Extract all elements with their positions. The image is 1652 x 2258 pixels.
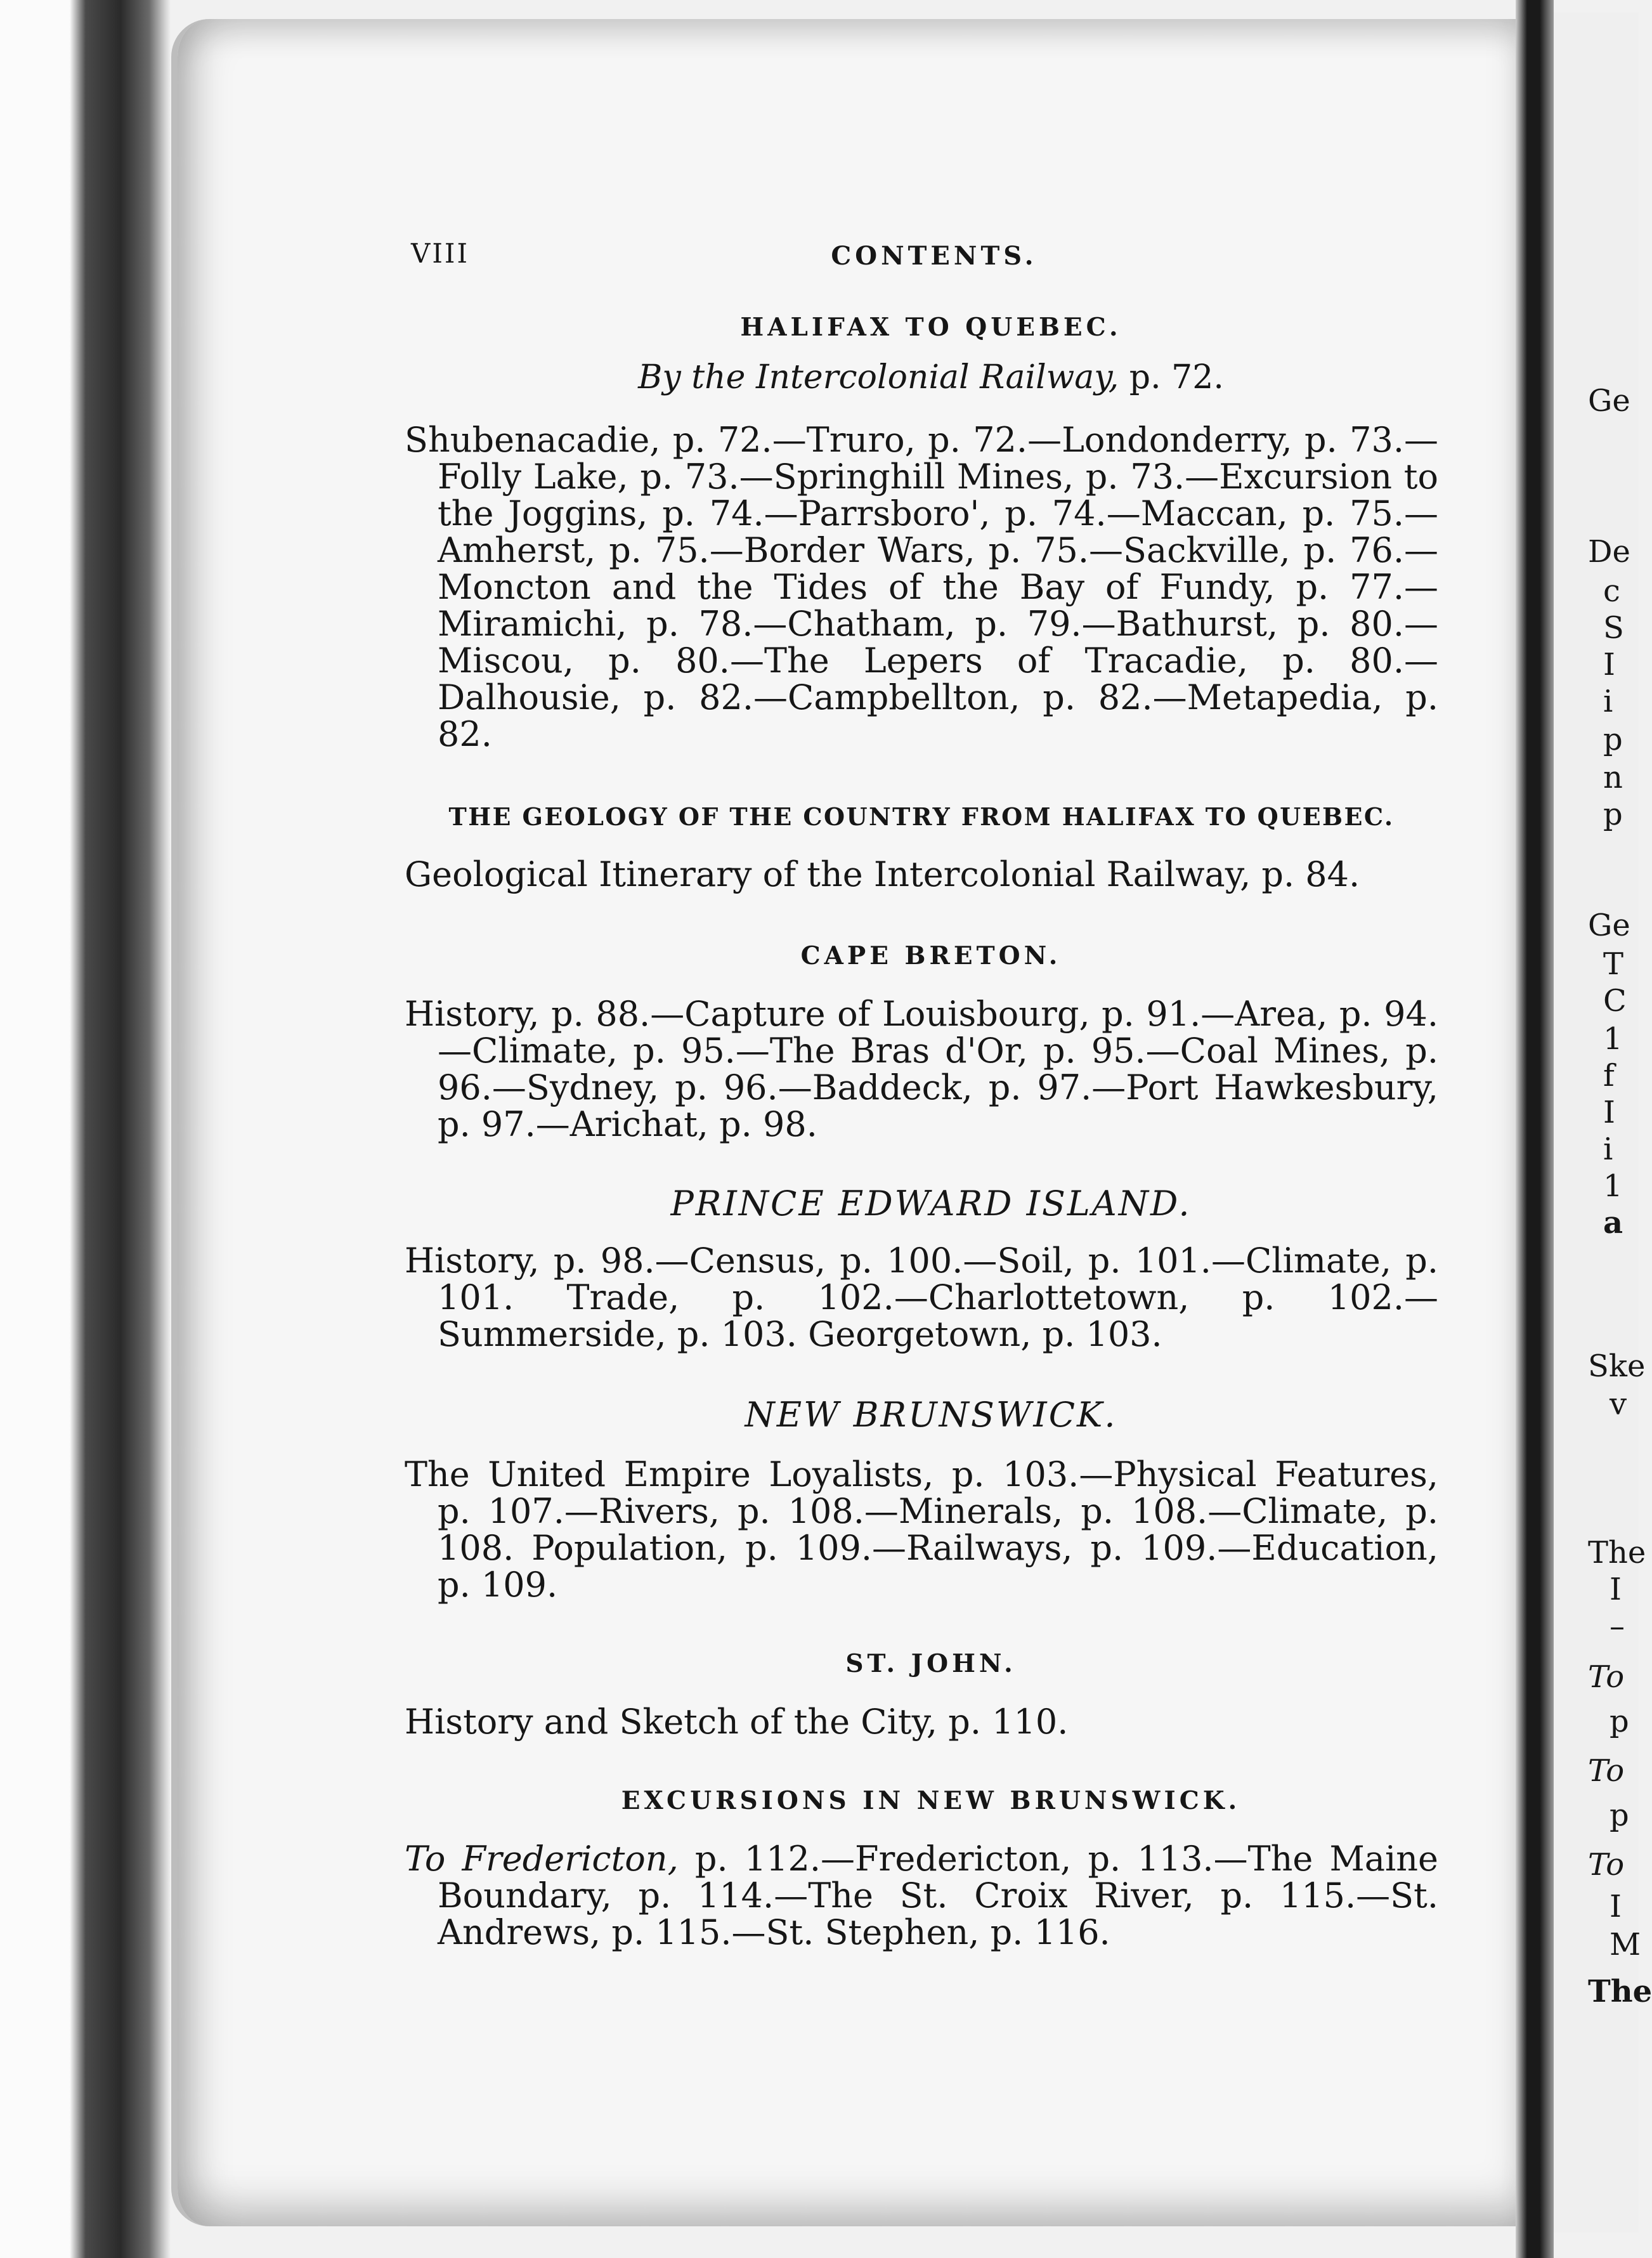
facing-fragment: M bbox=[1610, 1927, 1641, 1962]
facing-fragment: p bbox=[1610, 1798, 1629, 1833]
section-cape-breton bbox=[405, 941, 1438, 1143]
facing-fragment: T bbox=[1603, 946, 1624, 982]
section-title: NEW BRUNSWICK. bbox=[745, 1395, 1117, 1435]
facing-fragment: – bbox=[1610, 1609, 1625, 1644]
section-entry: The United Empire Loyalists, p. 103.—Physical Features, p. 107.—Rivers, p. 108.—Minerals, p. 108.—Climate, p. 108. Population, p. 109.—Railways, p. 109.—Education, p. 109. bbox=[405, 1454, 1438, 1605]
facing-fragment: The bbox=[1588, 1535, 1646, 1570]
facing-fragment: To bbox=[1588, 1847, 1625, 1883]
running-head bbox=[405, 238, 1438, 276]
section-prince-edward-island bbox=[405, 1184, 1438, 1353]
facing-page-edge bbox=[1554, 13, 1652, 2233]
facing-fragment: f bbox=[1603, 1058, 1615, 1093]
section-title: PRINCE EDWARD ISLAND. bbox=[670, 1184, 1192, 1224]
section-title: EXCURSIONS IN NEW BRUNSWICK. bbox=[621, 1786, 1241, 1815]
facing-fragment: The bbox=[1588, 1974, 1652, 2009]
section-title: HALIFAX TO QUEBEC. bbox=[740, 313, 1122, 342]
facing-fragment: p bbox=[1603, 722, 1623, 757]
section-new-brunswick bbox=[405, 1395, 1438, 1603]
subtitle-italic: By the Intercolonial Railway, bbox=[638, 358, 1119, 396]
facing-fragment: To bbox=[1588, 1659, 1625, 1695]
page-number: VIII bbox=[411, 238, 470, 269]
facing-fragment: p bbox=[1603, 797, 1623, 832]
section-excursions-new-brunswick bbox=[405, 1786, 1438, 1951]
section-title: CAPE BRETON. bbox=[800, 941, 1062, 970]
facing-fragment: c bbox=[1603, 573, 1620, 609]
facing-fragment: 1 bbox=[1603, 1168, 1623, 1204]
section-st-john bbox=[405, 1649, 1438, 1740]
facing-fragment: To bbox=[1588, 1753, 1625, 1789]
subtitle-page: p. 72. bbox=[1119, 358, 1224, 396]
facing-fragment: n bbox=[1603, 760, 1623, 795]
entry-italic: To Fredericton, bbox=[405, 1839, 679, 1879]
facing-fragment: I bbox=[1610, 1572, 1622, 1607]
facing-fragment: v bbox=[1610, 1387, 1627, 1422]
section-title: THE GEOLOGY OF THE COUNTRY FROM HALIFAX TO QUEBEC. bbox=[448, 802, 1395, 831]
section-entry bbox=[405, 1841, 1438, 1951]
facing-fragment: a bbox=[1603, 1205, 1623, 1241]
facing-fragment: i bbox=[1603, 1132, 1613, 1167]
facing-fragment: p bbox=[1610, 1704, 1629, 1739]
section-entry: History and Sketch of the City, p. 110. bbox=[405, 1702, 1069, 1742]
section-entry: Geological Itinerary of the Intercolonial Railway, p. 84. bbox=[405, 854, 1360, 894]
facing-fragment: 1 bbox=[1603, 1021, 1623, 1057]
facing-fragment: Ge bbox=[1588, 383, 1630, 419]
entry-text: p. 112.—Fredericton, p. 113.—The Maine Boundary, p. 114.—The St. Croix River, p. 115.—St. Andrews, p. 115.—St. Stephen, p. 116. bbox=[438, 1839, 1438, 1952]
section-entry: History, p. 88.—Capture of Louisbourg, p. 91.—Area, p. 94.—Climate, p. 95.—The Bras d'Or, p. 95.—Coal Mines, p. 96.—Sydney, p. 96.—Baddeck, p. 97.—Port Hawkesbury, p. 97.—Arichat, p. 98. bbox=[405, 994, 1438, 1144]
facing-fragment: S bbox=[1603, 610, 1624, 646]
facing-fragment: I bbox=[1603, 1095, 1615, 1130]
facing-fragment: De bbox=[1588, 534, 1630, 570]
section-halifax-to-quebec bbox=[405, 313, 1438, 753]
section-subtitle bbox=[405, 358, 1438, 396]
section-geology bbox=[405, 802, 1438, 893]
facing-fragment: Ske bbox=[1588, 1348, 1646, 1384]
facing-fragment: I bbox=[1603, 647, 1615, 682]
section-entry: History, p. 98.—Census, p. 100.—Soil, p. 101.—Climate, p. 101. Trade, p. 102.—Charlottetown, p. 102.—Summerside, p. 103. Georgetown, p. 103. bbox=[405, 1241, 1438, 1354]
section-title: ST. JOHN. bbox=[845, 1649, 1017, 1678]
book-gutter bbox=[1516, 0, 1554, 2258]
contents-body bbox=[405, 313, 1438, 1951]
facing-fragment: I bbox=[1610, 1889, 1622, 1924]
book-binding-edge bbox=[0, 0, 171, 2258]
facing-fragment: i bbox=[1603, 684, 1613, 719]
facing-fragment: C bbox=[1603, 983, 1627, 1019]
facing-fragment: Ge bbox=[1588, 908, 1630, 943]
running-title: CONTENTS. bbox=[831, 241, 1037, 271]
section-entry: Shubenacadie, p. 72.—Truro, p. 72.—Londonderry, p. 73.—Folly Lake, p. 73.—Springhill Mines, p. 73.—Excursion to the Joggins, p. 74.—Parrsboro', p. 74.—Maccan, p. 75.—Amherst, p. 75.—Border Wars, p. 75.—Sackville, p. 76.—Moncton and the Tides of the Bay of Fundy, p. 77.—Miramichi, p. 78.—Chatham, p. 79.—Bathurst, p. 80.—Miscou, p. 80.—The Lepers of Tracadie, p. 80.—Dalhousie, p. 82.—Campbellton, p. 82.—Metapedia, p. 82. bbox=[405, 420, 1438, 754]
